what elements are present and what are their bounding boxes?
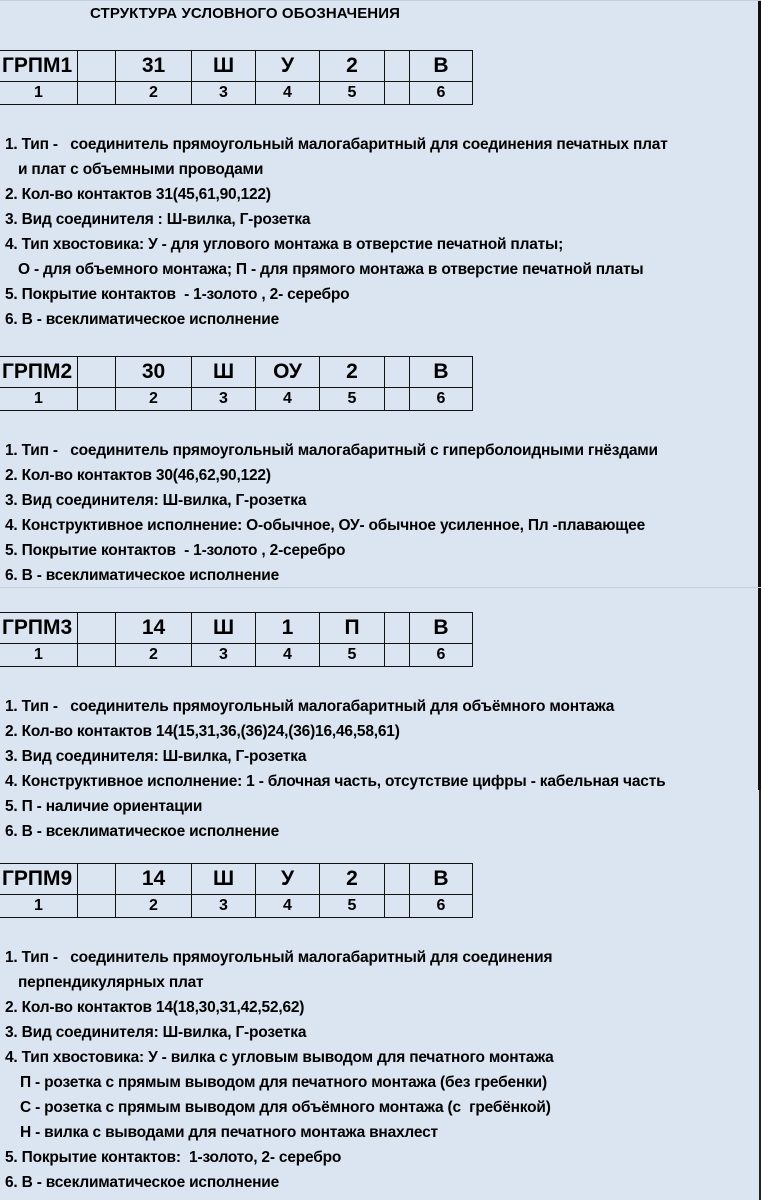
code-cell-blank <box>385 357 410 388</box>
legend-line: 2. Кол-во контактов 31(45,61,90,122) <box>5 186 271 203</box>
index-cell: 2 <box>116 388 192 411</box>
legend-line: и плат с объемными проводами <box>18 161 264 178</box>
legend-line: Н - вилка с выводами для печатного монтажа внахлест <box>20 1124 438 1141</box>
code-cell-design: 1 <box>256 613 320 644</box>
code-cell-contacts: 30 <box>116 357 192 388</box>
designation-table <box>0 612 473 667</box>
legend-line: 6. В - всеклиматическое исполнение <box>5 567 280 584</box>
code-cell-blank <box>385 613 410 644</box>
index-cell <box>78 895 116 918</box>
code-row <box>0 357 473 388</box>
legend-line: 4. Тип хвостовика: У - вилка с угловым выводом для печатного монтажа <box>5 1049 554 1066</box>
index-cell: 3 <box>192 895 256 918</box>
legend-line: 5. Покрытие контактов - 1-золото , 2- серебро <box>5 286 350 303</box>
legend-line: 5. Покрытие контактов: 1-золото, 2- серебро <box>5 1149 342 1166</box>
legend-line: 5. П - наличие ориентации <box>5 798 203 815</box>
legend-line: 6. В - всеклиматическое исполнение <box>5 1174 280 1191</box>
code-cell-shank: У <box>256 51 320 82</box>
legend-line: 1. Тип - соединитель прямоугольный малогабаритный для объёмного монтажа <box>5 698 615 715</box>
index-cell: 2 <box>116 644 192 667</box>
index-cell: 2 <box>116 82 192 105</box>
code-cell-blank <box>78 357 116 388</box>
legend-line: 2. Кол-во контактов 14(15,31,36,(36)24,(36)16,46,58,61) <box>5 723 400 740</box>
legend-line: 4. Тип хвостовика: У - для углового монтажа в отверстие печатной платы; <box>5 236 564 253</box>
index-cell: 3 <box>192 388 256 411</box>
code-cell-series: ГРПМ9 <box>0 864 78 895</box>
code-cell-coating: 2 <box>320 864 385 895</box>
index-cell <box>385 82 410 105</box>
legend-list <box>5 945 554 1195</box>
legend-line: 3. Вид соединителя: Ш-вилка, Г-розетка <box>5 1024 307 1041</box>
code-cell-climate: В <box>410 864 473 895</box>
index-cell: 1 <box>0 388 78 411</box>
index-cell <box>385 644 410 667</box>
index-cell <box>385 895 410 918</box>
index-cell: 4 <box>256 895 320 918</box>
index-row <box>0 895 473 918</box>
legend-line: П - розетка с прямым выводом для печатного монтажа (без гребенки) <box>20 1074 547 1091</box>
code-cell-series: ГРПМ1 <box>0 51 78 82</box>
code-cell-series: ГРПМ3 <box>0 613 78 644</box>
code-cell-blank <box>78 51 116 82</box>
legend-line: 1. Тип - соединитель прямоугольный малогабаритный для соединения <box>5 949 553 966</box>
index-cell <box>78 388 116 411</box>
legend-line: 2. Кол-во контактов 14(18,30,31,42,52,62) <box>5 999 305 1016</box>
index-cell <box>78 82 116 105</box>
code-cell-climate: В <box>410 357 473 388</box>
code-cell-coating: 2 <box>320 51 385 82</box>
legend-line: 3. Вид соединителя: Ш-вилка, Г-розетка <box>5 492 307 509</box>
index-cell: 4 <box>256 388 320 411</box>
index-cell: 6 <box>410 82 473 105</box>
index-cell: 6 <box>410 895 473 918</box>
code-cell-type: Ш <box>192 51 256 82</box>
designation-table <box>0 50 473 105</box>
code-cell-climate: В <box>410 51 473 82</box>
code-cell-shank: У <box>256 864 320 895</box>
code-cell-climate: В <box>410 613 473 644</box>
code-cell-contacts: 14 <box>116 613 192 644</box>
index-cell: 4 <box>256 644 320 667</box>
legend-line: 6. В - всеклиматическое исполнение <box>5 311 280 328</box>
page-title: СТРУКТУРА УСЛОВНОГО ОБОЗНАЧЕНИЯ <box>90 5 400 22</box>
index-cell: 6 <box>410 388 473 411</box>
index-cell <box>78 644 116 667</box>
legend-line: 2. Кол-во контактов 30(46,62,90,122) <box>5 467 271 484</box>
index-cell: 5 <box>320 644 385 667</box>
index-cell: 6 <box>410 644 473 667</box>
designation-table <box>0 863 473 918</box>
index-row <box>0 644 473 667</box>
code-cell-type: Ш <box>192 864 256 895</box>
legend-list <box>5 438 658 588</box>
legend-line: 1. Тип - соединитель прямоугольный малогабаритный для соединения печатных плат <box>5 136 668 153</box>
legend-line: 5. Покрытие контактов - 1-золото , 2-серебро <box>5 542 346 559</box>
code-cell-contacts: 14 <box>116 864 192 895</box>
legend-line: перпендикулярных плат <box>18 974 204 991</box>
legend-line: С - розетка с прямым выводом для объёмного монтажа (с гребёнкой) <box>20 1099 551 1116</box>
code-cell-coating: 2 <box>320 357 385 388</box>
legend-list <box>5 132 668 332</box>
section-divider <box>0 0 761 1</box>
legend-list <box>5 694 665 844</box>
code-cell-orientation: П <box>320 613 385 644</box>
index-row <box>0 388 473 411</box>
code-cell-type: Ш <box>192 613 256 644</box>
code-cell-blank <box>385 864 410 895</box>
code-cell-blank <box>78 613 116 644</box>
code-cell-type: Ш <box>192 357 256 388</box>
code-cell-design: ОУ <box>256 357 320 388</box>
index-cell <box>385 388 410 411</box>
code-cell-blank <box>78 864 116 895</box>
code-row <box>0 613 473 644</box>
code-cell-series: ГРПМ2 <box>0 357 78 388</box>
legend-line: 4. Конструктивное исполнение: 1 - блочная часть, отсутствие цифры - кабельная часть <box>5 773 666 790</box>
index-cell: 3 <box>192 644 256 667</box>
index-cell: 2 <box>116 895 192 918</box>
index-cell: 3 <box>192 82 256 105</box>
legend-line: 3. Вид соединителя : Ш-вилка, Г-розетка <box>5 211 311 228</box>
code-cell-blank <box>385 51 410 82</box>
code-cell-contacts: 31 <box>116 51 192 82</box>
index-cell: 1 <box>0 895 78 918</box>
code-row <box>0 51 473 82</box>
index-cell: 5 <box>320 895 385 918</box>
legend-line: 6. В - всеклиматическое исполнение <box>5 823 280 840</box>
index-row <box>0 82 473 105</box>
legend-line: 3. Вид соединителя: Ш-вилка, Г-розетка <box>5 748 307 765</box>
index-cell: 1 <box>0 644 78 667</box>
legend-line: 4. Конструктивное исполнение: О-обычное, ОУ- обычное усиленное, Пл -плавающее <box>5 517 646 534</box>
code-row <box>0 864 473 895</box>
index-cell: 1 <box>0 82 78 105</box>
legend-line: 1. Тип - соединитель прямоугольный малогабаритный с гиперболоидными гнёздами <box>5 442 658 459</box>
index-cell: 5 <box>320 388 385 411</box>
index-cell: 4 <box>256 82 320 105</box>
legend-line: О - для объемного монтажа; П - для прямого монтажа в отверстие печатной платы <box>18 261 644 278</box>
designation-table <box>0 356 473 411</box>
index-cell: 5 <box>320 82 385 105</box>
